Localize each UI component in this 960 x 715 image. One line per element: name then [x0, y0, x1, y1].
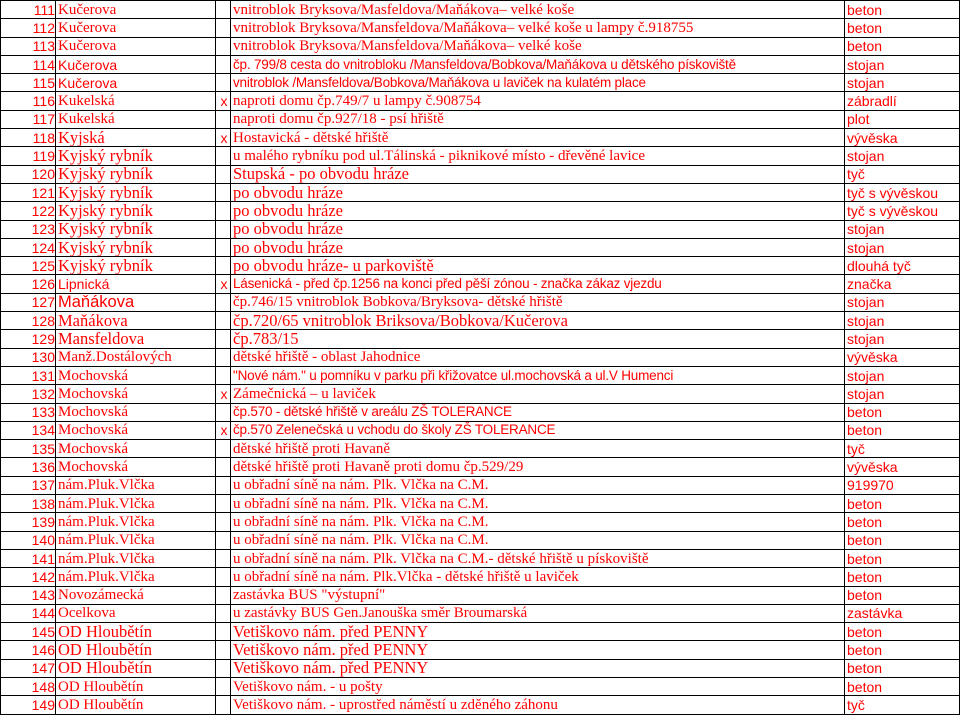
type-cell: beton — [845, 549, 960, 567]
row-number: 129 — [1, 330, 56, 348]
street-cell: Mansfeldova — [56, 330, 216, 348]
location-cell: Zámečnická – u laviček — [231, 385, 845, 403]
table-row — [1, 293, 960, 311]
mark-cell — [216, 330, 231, 348]
table-row — [1, 458, 960, 476]
mark-cell: x — [216, 129, 231, 147]
row-number: 141 — [1, 549, 56, 567]
table-row — [1, 74, 960, 92]
location-cell: u obřadní síně na nám. Plk. Vlčka na C.M. — [231, 513, 845, 531]
row-number: 123 — [1, 220, 56, 238]
street-cell: Kyjský rybník — [56, 238, 216, 256]
street-cell: Mochovská — [56, 403, 216, 421]
row-number: 135 — [1, 440, 56, 458]
location-cell: naproti domu čp.749/7 u lampy č.908754 — [231, 92, 845, 110]
location-cell: Stupská - po obvodu hráze — [231, 165, 845, 183]
street-cell: nám.Pluk.Vlčka — [56, 513, 216, 531]
type-cell: vývěska — [845, 458, 960, 476]
row-number: 137 — [1, 476, 56, 494]
mark-cell — [216, 659, 231, 677]
location-cell: u zastávky BUS Gen.Janouška směr Broumarská — [231, 604, 845, 622]
mark-cell — [216, 677, 231, 695]
street-cell: nám.Pluk.Vlčka — [56, 549, 216, 567]
row-number: 139 — [1, 513, 56, 531]
mark-cell — [216, 257, 231, 275]
location-cell: vnitroblok /Mansfeldova/Bobkova/Maňákova u laviček na kulatém place — [231, 74, 845, 92]
street-cell: Lipnická — [56, 275, 216, 293]
row-number: 113 — [1, 37, 56, 55]
type-cell: beton — [845, 37, 960, 55]
type-cell: beton — [845, 421, 960, 439]
location-cell: po obvodu hráze — [231, 238, 845, 256]
type-cell: 919970 — [845, 476, 960, 494]
row-number: 134 — [1, 421, 56, 439]
street-cell: Mochovská — [56, 421, 216, 439]
mark-cell — [216, 220, 231, 238]
table-row — [1, 513, 960, 531]
table-row — [1, 165, 960, 183]
street-cell: Manž.Dostálových — [56, 348, 216, 366]
location-cell: dětské hřiště - oblast Jahodnice — [231, 348, 845, 366]
type-cell: stojan — [845, 293, 960, 311]
row-number: 126 — [1, 275, 56, 293]
street-cell: Kukelská — [56, 110, 216, 128]
table-row — [1, 220, 960, 238]
street-cell: Maňákova — [56, 312, 216, 330]
street-cell: Kučerova — [56, 55, 216, 73]
row-number: 112 — [1, 19, 56, 37]
row-number: 124 — [1, 238, 56, 256]
mark-cell — [216, 476, 231, 494]
mark-cell — [216, 165, 231, 183]
row-number: 147 — [1, 659, 56, 677]
mark-cell — [216, 55, 231, 73]
table-row — [1, 549, 960, 567]
street-cell: OD Hloubětín — [56, 641, 216, 659]
location-cell: u obřadní síně na nám. Plk. Vlčka na C.M.- dětské hřiště u pískoviště — [231, 549, 845, 567]
row-number: 130 — [1, 348, 56, 366]
mark-cell — [216, 1, 231, 19]
street-cell: nám.Pluk.Vlčka — [56, 531, 216, 549]
type-cell: stojan — [845, 385, 960, 403]
type-cell: stojan — [845, 366, 960, 384]
type-cell: beton — [845, 641, 960, 659]
location-cell: Vetiškovo nám. před PENNY — [231, 641, 845, 659]
table-row — [1, 495, 960, 513]
location-cell: Lásenická - před čp.1256 na konci před pěší zónou - značka zákaz vjezdu — [231, 275, 845, 293]
location-cell: dětské hřiště proti Havaně proti domu čp.529/29 — [231, 458, 845, 476]
type-cell: beton — [845, 623, 960, 641]
table-row — [1, 348, 960, 366]
street-cell: Kukelská — [56, 92, 216, 110]
row-number: 132 — [1, 385, 56, 403]
row-number: 117 — [1, 110, 56, 128]
table-row — [1, 476, 960, 494]
type-cell: zábradlí — [845, 92, 960, 110]
location-cell: čp. 799/8 cesta do vnitrobloku /Mansfeldova/Bobkova/Maňákova u dětského pískoviště — [231, 55, 845, 73]
location-cell: Vetiškovo nám. před PENNY — [231, 659, 845, 677]
mark-cell — [216, 37, 231, 55]
type-cell: stojan — [845, 312, 960, 330]
table-row — [1, 147, 960, 165]
mark-cell — [216, 641, 231, 659]
table-row — [1, 586, 960, 604]
location-cell: po obvodu hráze — [231, 183, 845, 201]
mark-cell — [216, 586, 231, 604]
mark-cell — [216, 312, 231, 330]
row-number: 122 — [1, 202, 56, 220]
type-cell: beton — [845, 403, 960, 421]
street-cell: Mochovská — [56, 366, 216, 384]
type-cell: tyč — [845, 696, 960, 714]
row-number: 136 — [1, 458, 56, 476]
type-cell: tyč — [845, 440, 960, 458]
street-cell: Kyjský rybník — [56, 165, 216, 183]
location-cell: čp.570 - dětské hřiště v areálu ZŠ TOLERANCE — [231, 403, 845, 421]
street-cell: nám.Pluk.Vlčka — [56, 495, 216, 513]
mark-cell — [216, 549, 231, 567]
location-cell: vnitroblok Bryksova/Mansfeldova/Maňákova– velké koše u lampy č.918755 — [231, 19, 845, 37]
type-cell: beton — [845, 495, 960, 513]
street-cell: Kučerova — [56, 19, 216, 37]
row-number: 149 — [1, 696, 56, 714]
type-cell: beton — [845, 659, 960, 677]
table-row — [1, 403, 960, 421]
street-cell: Kučerova — [56, 37, 216, 55]
table-body — [1, 1, 960, 715]
location-cell: u obřadní síně na nám. Plk.Vlčka - dětské hřiště u laviček — [231, 568, 845, 586]
row-number: 133 — [1, 403, 56, 421]
table-row — [1, 604, 960, 622]
mark-cell — [216, 531, 231, 549]
row-number: 148 — [1, 677, 56, 695]
row-number: 140 — [1, 531, 56, 549]
street-cell: OD Hloubětín — [56, 696, 216, 714]
location-cell: Vetiškovo nám. před PENNY — [231, 623, 845, 641]
row-number: 142 — [1, 568, 56, 586]
location-cell: po obvodu hráze — [231, 220, 845, 238]
type-cell: značka — [845, 275, 960, 293]
table-row — [1, 366, 960, 384]
mark-cell — [216, 348, 231, 366]
location-cell: "Nové nám." u pomníku v parku při křižovatce ul.mochovská a ul.V Humenci — [231, 366, 845, 384]
row-number: 115 — [1, 74, 56, 92]
street-cell: Kyjská — [56, 129, 216, 147]
type-cell: stojan — [845, 55, 960, 73]
type-cell: beton — [845, 19, 960, 37]
mark-cell: x — [216, 421, 231, 439]
table-row — [1, 55, 960, 73]
row-number: 119 — [1, 147, 56, 165]
type-cell: beton — [845, 677, 960, 695]
type-cell: stojan — [845, 220, 960, 238]
street-cell: OD Hloubětín — [56, 677, 216, 695]
street-cell: Mochovská — [56, 385, 216, 403]
table-row — [1, 312, 960, 330]
street-cell: Kučerova — [56, 74, 216, 92]
mark-cell — [216, 238, 231, 256]
row-number: 116 — [1, 92, 56, 110]
table-row — [1, 202, 960, 220]
table-row — [1, 257, 960, 275]
table-row — [1, 677, 960, 695]
table-row — [1, 110, 960, 128]
street-cell: OD Hloubětín — [56, 623, 216, 641]
location-cell: naproti domu čp.927/18 - psí hřiště — [231, 110, 845, 128]
mark-cell — [216, 458, 231, 476]
table-row — [1, 37, 960, 55]
mark-cell — [216, 495, 231, 513]
row-number: 144 — [1, 604, 56, 622]
type-cell: beton — [845, 1, 960, 19]
type-cell: beton — [845, 568, 960, 586]
location-cell: zastávka BUS "výstupní" — [231, 586, 845, 604]
street-cell: Kyjský rybník — [56, 220, 216, 238]
mark-cell — [216, 623, 231, 641]
row-number: 120 — [1, 165, 56, 183]
location-cell: čp.746/15 vnitroblok Bobkova/Bryksova- dětské hřiště — [231, 293, 845, 311]
mark-cell — [216, 696, 231, 714]
location-cell: Hostavická - dětské hřiště — [231, 129, 845, 147]
street-cell: Ocelkova — [56, 604, 216, 622]
street-cell: Novozámecká — [56, 586, 216, 604]
mark-cell — [216, 440, 231, 458]
row-number: 138 — [1, 495, 56, 513]
table-row — [1, 440, 960, 458]
table-row — [1, 385, 960, 403]
row-number: 118 — [1, 129, 56, 147]
table-row — [1, 1, 960, 19]
location-cell: Vetiškovo nám. - uprostřed náměstí u zděného záhonu — [231, 696, 845, 714]
location-cell: čp.783/15 — [231, 330, 845, 348]
location-cell: čp.570 Zelenečská u vchodu do školy ZŠ TOLERANCE — [231, 421, 845, 439]
mark-cell: x — [216, 275, 231, 293]
location-cell: vnitroblok Bryksova/Mansfeldova/Maňákova– velké koše — [231, 37, 845, 55]
table-row — [1, 623, 960, 641]
type-cell: beton — [845, 513, 960, 531]
row-number: 127 — [1, 293, 56, 311]
street-cell: Mochovská — [56, 440, 216, 458]
location-cell: po obvodu hráze- u parkoviště — [231, 257, 845, 275]
mark-cell — [216, 202, 231, 220]
table-row — [1, 275, 960, 293]
street-cell: Kyjský rybník — [56, 183, 216, 201]
table-row — [1, 641, 960, 659]
type-cell: vývěska — [845, 129, 960, 147]
location-cell: u obřadní síně na nám. Plk. Vlčka na C.M. — [231, 531, 845, 549]
table-row — [1, 659, 960, 677]
type-cell: tyč s vývěskou — [845, 202, 960, 220]
mark-cell — [216, 366, 231, 384]
type-cell: dlouhá tyč — [845, 257, 960, 275]
mark-cell — [216, 74, 231, 92]
table-row — [1, 531, 960, 549]
row-number: 145 — [1, 623, 56, 641]
row-number: 146 — [1, 641, 56, 659]
location-cell: vnitroblok Bryksova/Masfeldova/Maňákova– velké koše — [231, 1, 845, 19]
mark-cell — [216, 19, 231, 37]
table-row — [1, 92, 960, 110]
mark-cell — [216, 403, 231, 421]
type-cell: stojan — [845, 147, 960, 165]
mark-cell — [216, 513, 231, 531]
mark-cell — [216, 604, 231, 622]
street-cell: Kučerova — [56, 1, 216, 19]
table-row — [1, 696, 960, 714]
type-cell: vývěska — [845, 348, 960, 366]
row-number: 131 — [1, 366, 56, 384]
row-number: 114 — [1, 55, 56, 73]
type-cell: beton — [845, 531, 960, 549]
location-cell: u obřadní síně na nám. Plk. Vlčka na C.M. — [231, 495, 845, 513]
row-number: 128 — [1, 312, 56, 330]
location-cell: dětské hřiště proti Havaně — [231, 440, 845, 458]
row-number: 111 — [1, 1, 56, 19]
street-cell: OD Hloubětín — [56, 659, 216, 677]
mark-cell — [216, 568, 231, 586]
row-number: 125 — [1, 257, 56, 275]
mark-cell — [216, 183, 231, 201]
street-cell: nám.Pluk.Vlčka — [56, 568, 216, 586]
table-row — [1, 183, 960, 201]
location-cell: po obvodu hráze — [231, 202, 845, 220]
type-cell: plot — [845, 110, 960, 128]
table-row — [1, 421, 960, 439]
table-row — [1, 238, 960, 256]
type-cell: tyč — [845, 165, 960, 183]
street-cell: nám.Pluk.Vlčka — [56, 476, 216, 494]
table-row — [1, 330, 960, 348]
street-cell: Kyjský rybník — [56, 257, 216, 275]
mark-cell: x — [216, 385, 231, 403]
location-cell: u malého rybníku pod ul.Tálinská - piknikové místo - dřevěné lavice — [231, 147, 845, 165]
mark-cell: x — [216, 92, 231, 110]
street-cell: Kyjský rybník — [56, 202, 216, 220]
type-cell: zastávka — [845, 604, 960, 622]
type-cell: stojan — [845, 330, 960, 348]
mark-cell — [216, 293, 231, 311]
street-cell: Maňákova — [56, 293, 216, 311]
type-cell: stojan — [845, 74, 960, 92]
street-cell: Kyjský rybník — [56, 147, 216, 165]
mark-cell — [216, 147, 231, 165]
table-row — [1, 19, 960, 37]
street-cell: Mochovská — [56, 458, 216, 476]
type-cell: stojan — [845, 238, 960, 256]
location-cell: u obřadní síně na nám. Plk. Vlčka na C.M. — [231, 476, 845, 494]
row-number: 121 — [1, 183, 56, 201]
location-cell: Vetiškovo nám. - u pošty — [231, 677, 845, 695]
row-number: 143 — [1, 586, 56, 604]
table-row — [1, 568, 960, 586]
type-cell: tyč s vývěskou — [845, 183, 960, 201]
table-row — [1, 129, 960, 147]
mark-cell — [216, 110, 231, 128]
type-cell: beton — [845, 586, 960, 604]
location-cell: čp.720/65 vnitroblok Briksova/Bobkova/Kučerova — [231, 312, 845, 330]
